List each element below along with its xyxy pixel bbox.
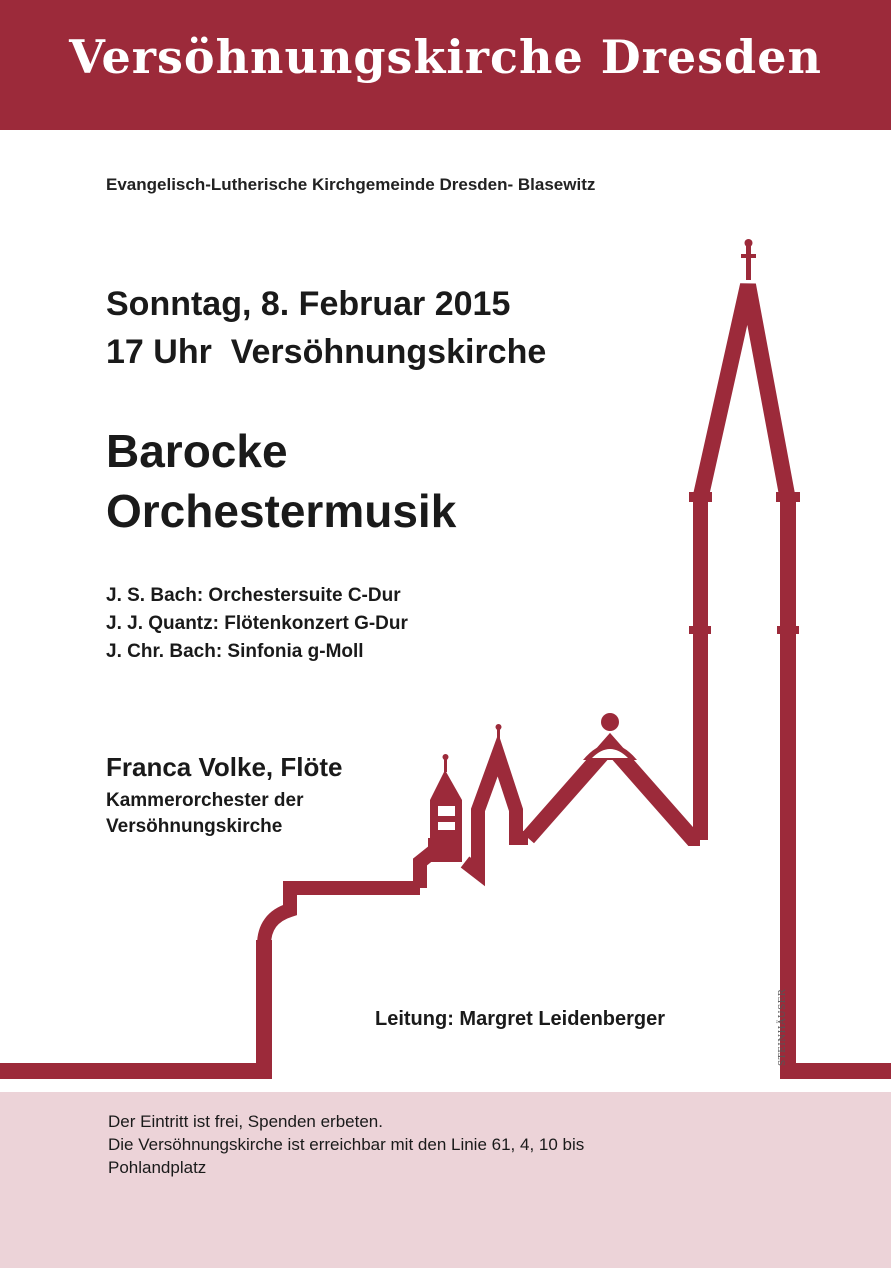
artist-signature: STEINHÄUSER (778, 988, 788, 1066)
footer-info (108, 1110, 584, 1179)
event-title-line2: Orchestermusik (106, 485, 457, 537)
event-title-line1: Barocke (106, 425, 288, 477)
ensemble-line: Versöhnungskirche (106, 816, 283, 837)
program-item: J. J. Quantz: Flötenkonzert G-Dur (106, 613, 408, 634)
soloist: Franca Volke, Flöte (106, 752, 343, 782)
footer-line: Der Eintritt ist frei, Spenden erbeten. (108, 1112, 383, 1131)
church-title: Versöhnungskirche Dresden (69, 30, 822, 84)
ensemble-line: Kammerorchester der (106, 790, 304, 811)
footer-line: Die Versöhnungskirche ist erreichbar mit den Linie 61, 4, 10 bis (108, 1135, 585, 1154)
event-time-place: 17 Uhr Versöhnungskirche (106, 333, 547, 371)
ensemble (106, 788, 303, 840)
event-date: Sonntag, 8. Februar 2015 (106, 285, 511, 323)
program-item: J. S. Bach: Orchestersuite C-Dur (106, 585, 401, 606)
program-list (106, 582, 408, 666)
conductor: Leitung: Margret Leidenberger (375, 1008, 666, 1030)
footer-line: Pohlandplatz (108, 1158, 207, 1177)
program-item: J. Chr. Bach: Sinfonia g-Moll (106, 641, 364, 662)
parish-subtitle: Evangelisch-Lutherische Kirchgemeinde Dresden- Blasewitz (106, 175, 596, 194)
